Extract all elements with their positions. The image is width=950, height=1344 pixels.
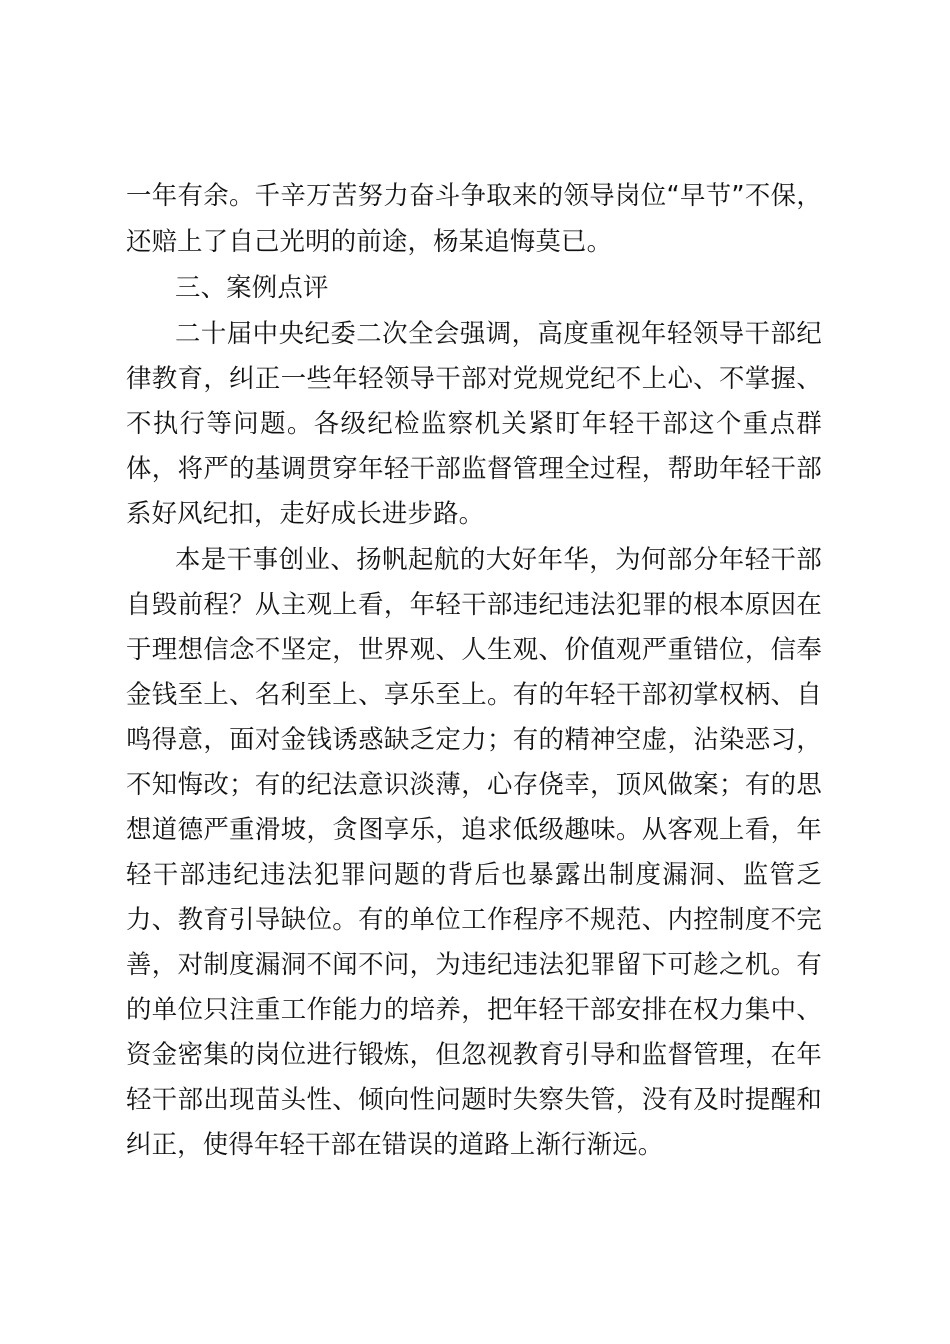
paragraph-1-line-2: 还赔上了自己光明的前途，杨某追悔莫已。 — [126, 226, 613, 256]
paragraph-3-line-13: 轻干部出现苗头性、倾向性问题时失察失管，没有及时提醒和 — [126, 1084, 822, 1114]
section-heading: 三、案例点评 — [175, 272, 329, 302]
paragraph-2-line-4: 体，将严的基调贯穿年轻干部监督管理全过程，帮助年轻干部 — [126, 453, 822, 483]
paragraph-3-line-6: 不知悔改；有的纪法意识淡薄，心存侥幸，顶风做案；有的思 — [126, 769, 822, 799]
paragraph-1-line-1: 一年有余。千辛万苦努力奋斗争取来的领导岗位“早节”不保， — [126, 180, 822, 210]
paragraph-3-line-3: 于理想信念不坚定，世界观、人生观、价值观严重错位，信奉 — [126, 634, 822, 664]
paragraph-2-line-3: 不执行等问题。各级纪检监察机关紧盯年轻干部这个重点群 — [126, 408, 822, 438]
paragraph-3-line-5: 鸣得意，面对金钱诱惑缺乏定力；有的精神空虚，沾染恶习， — [126, 724, 822, 754]
paragraph-2-line-5: 系好风纪扣，走好成长进步路。 — [126, 498, 485, 528]
paragraph-2-line-2: 律教育，纠正一些年轻领导干部对党规党纪不上心、不掌握、 — [126, 363, 822, 393]
paragraph-3-line-1: 本是干事创业、扬帆起航的大好年华，为何部分年轻干部 — [175, 544, 822, 574]
paragraph-3-line-2: 自毁前程？从主观上看，年轻干部违纪违法犯罪的根本原因在 — [126, 589, 822, 619]
paragraph-3-line-8: 轻干部违纪违法犯罪问题的背后也暴露出制度漏洞、监管乏 — [126, 859, 822, 889]
paragraph-2-line-1: 二十届中央纪委二次全会强调，高度重视年轻领导干部纪 — [175, 318, 822, 348]
paragraph-3-line-7: 想道德严重滑坡，贪图享乐，追求低级趣味。从客观上看，年 — [126, 814, 822, 844]
paragraph-3-line-4: 金钱至上、名利至上、享乐至上。有的年轻干部初掌权柄、自 — [126, 679, 822, 709]
paragraph-3-line-14: 纠正，使得年轻干部在错误的道路上渐行渐远。 — [126, 1129, 664, 1159]
paragraph-3-line-9: 力、教育引导缺位。有的单位工作程序不规范、内控制度不完 — [126, 904, 822, 934]
paragraph-3-line-12: 资金密集的岗位进行锻炼，但忽视教育引导和监督管理，在年 — [126, 1039, 822, 1069]
paragraph-3-line-10: 善，对制度漏洞不闻不问，为违纪违法犯罪留下可趁之机。有 — [126, 949, 822, 979]
paragraph-3-line-11: 的单位只注重工作能力的培养，把年轻干部安排在权力集中、 — [126, 994, 822, 1024]
